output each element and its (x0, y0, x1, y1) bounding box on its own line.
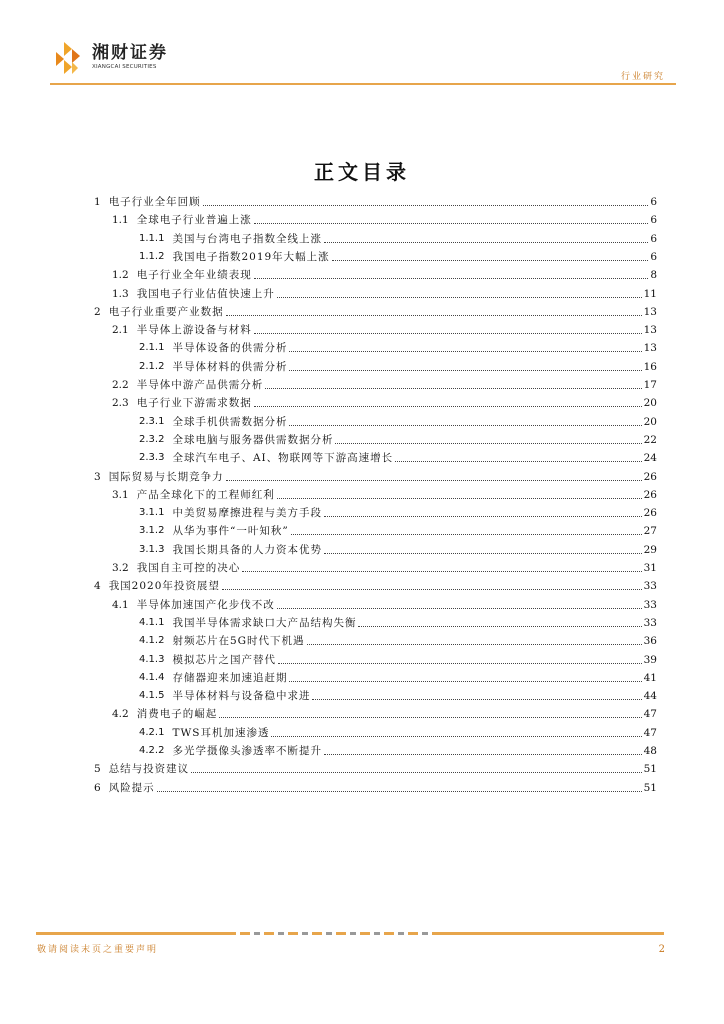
toc-dot-leader (395, 461, 641, 462)
toc-entry-4-1-1[interactable] (139, 614, 657, 630)
toc-entry-page: 8 (650, 269, 657, 282)
toc-entry-3-1-3[interactable] (139, 541, 657, 557)
toc-entry-page: 29 (643, 543, 657, 556)
toc-dot-leader (358, 626, 641, 627)
toc-entry-page: 6 (650, 250, 657, 263)
toc-entry-4-1-2[interactable] (139, 632, 657, 648)
toc-entry-4-1-5[interactable] (139, 687, 657, 703)
toc-dot-leader (254, 406, 642, 407)
toc-entry-2-2[interactable] (112, 376, 657, 392)
toc-entry-number: 1.3 (112, 287, 129, 300)
toc-entry-page: 6 (650, 232, 657, 245)
toc-entry-page: 36 (643, 635, 657, 648)
toc-entry-4-1-4[interactable] (139, 669, 657, 685)
toc-dot-leader (291, 534, 642, 535)
toc-entry-page: 11 (643, 287, 657, 300)
toc-dot-leader (203, 205, 649, 206)
toc-entry-3-2[interactable] (112, 559, 657, 575)
toc-dot-leader (191, 772, 641, 773)
brand-name: 湘财证券 (92, 43, 168, 63)
toc-entry-page: 51 (643, 763, 657, 776)
toc-dot-leader (324, 516, 642, 517)
toc-entry-4[interactable] (94, 577, 657, 593)
toc-entry-title: 消费电子的崛起 (136, 708, 218, 721)
toc-entry-title: 半导体中游产品供需分析 (136, 379, 264, 391)
toc-entry-4-1[interactable] (112, 596, 657, 612)
toc-entry-number: 2.1.1 (139, 342, 165, 354)
toc-entry-2-3-2[interactable] (139, 431, 657, 447)
disclaimer-note: 敬请阅读末页之重要声明 (37, 945, 159, 955)
toc-entry-number: 2.3.3 (139, 452, 165, 464)
toc-entry-5[interactable] (94, 760, 657, 776)
toc-entry-title: 我国电子指数2019年大幅上涨 (172, 250, 330, 263)
toc-entry-page: 47 (643, 726, 657, 739)
toc-dot-leader (271, 736, 641, 737)
toc-entry-page: 20 (643, 397, 657, 410)
toc-entry-page: 26 (643, 470, 657, 483)
toc-dot-leader (277, 297, 642, 298)
toc-entry-number: 3.1.3 (139, 543, 165, 555)
toc-entry-2-1-1[interactable] (139, 339, 657, 355)
toc-entry-number: 2 (94, 305, 101, 318)
brand-block (92, 44, 168, 70)
toc-entry-6[interactable] (94, 779, 657, 795)
toc-entry-title: 电子行业全年回顾 (108, 196, 201, 208)
toc-dot-leader (312, 699, 641, 700)
toc-dot-leader (254, 223, 649, 224)
toc-entry-number: 3.1.1 (139, 507, 165, 519)
toc-entry-number: 4.1.3 (139, 653, 165, 665)
toc-entry-page: 27 (643, 525, 657, 538)
toc-entry-number: 1.2 (112, 269, 129, 282)
toc-entry-page: 26 (643, 507, 657, 520)
toc-entry-page: 33 (643, 598, 657, 611)
toc-entry-number: 6 (94, 781, 101, 794)
toc-entry-2-3-1[interactable] (139, 413, 657, 429)
toc-dot-leader (242, 571, 641, 572)
toc-entry-3-1[interactable] (112, 486, 657, 502)
toc-dot-leader (222, 589, 642, 590)
toc-entry-number: 3 (94, 470, 101, 483)
toc-dot-leader (332, 260, 649, 261)
toc-entry-title: 全球汽车电子、AI、物联网等下游高速增长 (172, 452, 394, 465)
toc-entry-title: 电子行业重要产业数据 (108, 305, 224, 318)
toc-entry-title: 我国电子行业估值快速上升 (136, 287, 275, 300)
toc-dot-leader (277, 608, 642, 609)
toc-entry-2-1[interactable] (112, 321, 657, 337)
toc-dot-leader (324, 553, 642, 554)
toc-entry-title: 射频芯片在5G时代下机遇 (172, 635, 305, 648)
toc-entry-number: 5 (94, 763, 101, 776)
toc-entry-title: 国际贸易与长期竞争力 (108, 470, 224, 483)
toc-entry-title: 半导体加速国产化步伐不改 (136, 598, 275, 611)
toc-entry-number: 3.1.2 (139, 525, 165, 537)
toc-entry-title: 半导体上游设备与材料 (136, 324, 252, 337)
toc-entry-page: 33 (643, 616, 657, 629)
toc-dot-leader (219, 717, 641, 718)
toc-entry-number: 4.2.2 (139, 745, 165, 756)
toc-entry-number: 1.1.2 (139, 250, 165, 262)
toc-entry-number: 3.1 (112, 488, 129, 501)
page-number: 2 (658, 944, 665, 955)
toc-entry-2-1-2[interactable] (139, 358, 657, 374)
toc-entry-number: 2.1.2 (139, 360, 165, 372)
toc-entry-1[interactable] (94, 193, 657, 209)
toc-entry-number: 4.1.4 (139, 671, 165, 683)
toc-entry-page: 44 (643, 690, 657, 703)
toc-entry-page: 48 (643, 745, 657, 757)
toc-entry-page: 41 (643, 671, 657, 684)
toc-entry-title: 全球电脑与服务器供需数据分析 (172, 433, 334, 446)
toc-dot-leader (265, 388, 641, 389)
toc-entry-number: 4 (94, 580, 101, 593)
toc-entry-title: 全球手机供需数据分析 (172, 415, 288, 428)
toc-entry-title: 电子行业下游需求数据 (136, 397, 252, 410)
toc-entry-page: 47 (643, 708, 657, 721)
xiangcai-logo-icon (52, 40, 92, 78)
toc-entry-title: 我国长期具备的人力资本优势 (172, 543, 322, 556)
toc-entry-page: 24 (643, 452, 657, 465)
toc-entry-title: 中美贸易摩擦进程与美方手段 (172, 507, 322, 520)
toc-entry-number: 4.1.5 (139, 690, 165, 702)
toc-entry-number: 1.1 (112, 214, 129, 227)
toc-entry-title: 我国自主可控的决心 (136, 562, 241, 574)
toc-entry-page: 22 (643, 433, 657, 446)
toc-entry-page: 13 (643, 324, 657, 337)
toc-entry-number: 4.2.1 (139, 726, 165, 738)
toc-entry-3-1-2[interactable] (139, 522, 657, 538)
toc-dot-leader (254, 333, 642, 334)
toc-entry-title: 存储器迎来加速追赶期 (172, 671, 288, 684)
toc-entry-page: 51 (643, 781, 657, 794)
toc-entry-title: 美国与台湾电子指数全线上涨 (172, 232, 322, 245)
toc-entry-4-1-3[interactable] (139, 651, 657, 667)
toc-dot-leader (289, 351, 641, 352)
toc-entry-title: 总结与投资建议 (108, 763, 190, 776)
toc-entry-1-1-2[interactable] (139, 248, 657, 264)
toc-entry-page: 6 (650, 196, 657, 208)
toc-dot-leader (289, 681, 641, 682)
toc-entry-number: 4.1.2 (139, 635, 165, 647)
toc-entry-number: 2.3.2 (139, 433, 165, 445)
toc-entry-2[interactable] (94, 303, 657, 319)
toc-entry-number: 4.2 (112, 708, 129, 721)
toc-entry-number: 1.1.1 (139, 232, 165, 244)
toc-dot-leader (157, 791, 642, 792)
toc-entry-number: 3.2 (112, 562, 129, 574)
toc-dot-leader (289, 370, 641, 371)
toc-entry-2-3-3[interactable] (139, 449, 657, 465)
toc-entry-title: 半导体设备的供需分析 (172, 342, 288, 355)
toc-entry-1-1[interactable] (112, 211, 657, 227)
toc-entry-title: TWS耳机加速渗透 (172, 726, 270, 739)
toc-dot-leader (307, 644, 642, 645)
header-divider (50, 83, 676, 85)
toc-entry-number: 4.1.1 (139, 616, 165, 628)
toc-entry-page: 26 (643, 488, 657, 501)
toc-entry-page: 20 (643, 415, 657, 428)
toc-entry-4-2-1[interactable] (139, 724, 657, 740)
toc-entry-number: 4.1 (112, 598, 129, 611)
toc-entry-page: 39 (643, 653, 657, 666)
toc-entry-number: 2.1 (112, 324, 129, 337)
toc-entry-title: 半导体材料的供需分析 (172, 360, 288, 373)
toc-entry-4-2-2[interactable] (139, 742, 657, 758)
toc-entry-title: 电子行业全年业绩表现 (136, 269, 252, 282)
toc-entry-number: 2.3.1 (139, 415, 165, 427)
toc-entry-1-1-1[interactable] (139, 230, 657, 246)
toc-dot-leader (335, 443, 641, 444)
toc-entry-3-1-1[interactable] (139, 504, 657, 520)
toc-entry-title: 全球电子行业普遍上涨 (136, 214, 252, 227)
report-type-label: 行业研究 (620, 72, 665, 82)
toc-entry-title: 我国半导体需求缺口大产品结构失衡 (172, 616, 357, 629)
toc-entry-page: 17 (643, 379, 657, 391)
page-header (0, 0, 724, 90)
toc-dot-leader (226, 480, 642, 481)
toc-entry-number: 2.2 (112, 379, 129, 391)
toc-entry-title: 产品全球化下的工程师红利 (136, 488, 275, 501)
footer-divider (36, 932, 664, 935)
toc-entry-page: 13 (643, 342, 657, 355)
toc-entry-page: 31 (643, 562, 657, 574)
toc-dot-leader (254, 278, 649, 279)
toc-entry-title: 多光学摄像头渗透率不断提升 (172, 745, 322, 757)
toc-entry-4-2[interactable] (112, 705, 657, 721)
toc-entry-1-2[interactable] (112, 266, 657, 282)
toc-entry-3[interactable] (94, 468, 657, 484)
toc-entry-title: 风险提示 (108, 781, 155, 794)
toc-entry-2-3[interactable] (112, 394, 657, 410)
toc-entry-1-3[interactable] (112, 285, 657, 301)
toc-entry-page: 6 (650, 214, 657, 227)
toc-entry-page: 16 (643, 360, 657, 373)
toc-entry-title: 我国2020年投资展望 (108, 580, 220, 593)
toc-title: 正文目录 (314, 160, 410, 184)
toc-entry-page: 33 (643, 580, 657, 593)
toc-dot-leader (277, 498, 642, 499)
toc-entry-title: 模拟芯片之国产替代 (172, 653, 276, 666)
toc-entry-number: 2.3 (112, 397, 129, 410)
toc-dot-leader (278, 663, 642, 664)
toc-entry-title: 半导体材料与设备稳中求进 (172, 690, 311, 703)
brand-subtitle: XIANGCAI SECURITIES (92, 64, 157, 70)
toc-dot-leader (324, 754, 642, 755)
toc-dot-leader (324, 242, 648, 243)
toc-dot-leader (289, 425, 641, 426)
toc-entry-page: 13 (643, 305, 657, 318)
toc-entry-title: 从华为事件“一叶知秋” (172, 525, 289, 538)
toc-entry-number: 1 (94, 196, 101, 208)
toc-dot-leader (226, 315, 642, 316)
